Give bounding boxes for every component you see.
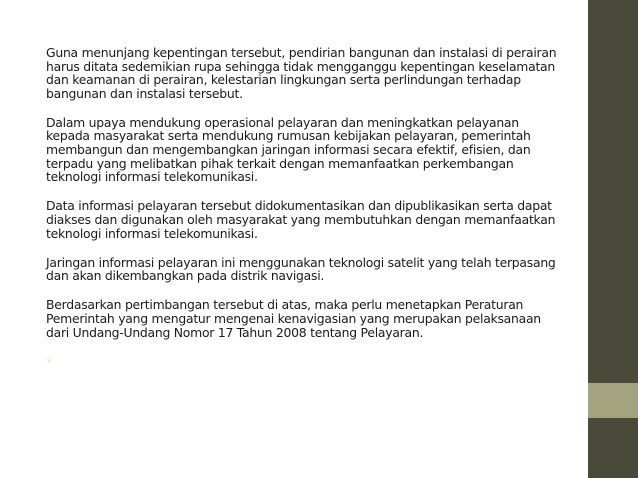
empty-bullet-icon: ◦	[46, 353, 53, 367]
paragraph-5: Berdasarkan pertimbangan tersebut di atas, maka perlu menetapkan Peraturan Pemerintah yang mengatur mengenai kenavigasian yang merupakan pelaksanaan dari Undang-Undang Nomor 17 Tahun 2008 tentang Pelayaran.	[46, 297, 541, 340]
paragraph-2: Dalam upaya mendukung operasional pelayaran dan meningkatkan pelayanan kepada masyarakat serta mendukung rumusan kebijakan pelayaran, pemerintah membangun dan mengembangkan jaringan informasi secara efektif, efisien, dan terpadu yang melibatkan pihak terkait dengan memanfaatkan perkembangan teknologi informasi telekomunikasi.	[46, 114, 531, 185]
slide-body	[46, 46, 566, 367]
paragraph-3: Data informasi pelayaran tersebut didokumentasikan dan dipublikasikan serta dapat diakses dan digunakan oleh masyarakat yang membutuhkan dengan memanfaatkan teknologi informasi telekomunikasi.	[46, 198, 556, 241]
decorative-sidebar-accent	[588, 383, 638, 418]
paragraph-1: Guna menunjang kepentingan tersebut, pendirian bangunan dan instalasi di perairan harus ditata sedemikian rupa sehingga tidak mengganggu kepentingan keselamatan dan keamanan di perairan, kelestarian lingkungan serta perlindungan terhadap bangunan dan instalasi tersebut.	[46, 45, 557, 101]
paragraph-4: Jaringan informasi pelayaran ini menggunakan teknologi satelit yang telah terpasang dan akan dikembangkan pada distrik navigasi.	[46, 254, 556, 284]
